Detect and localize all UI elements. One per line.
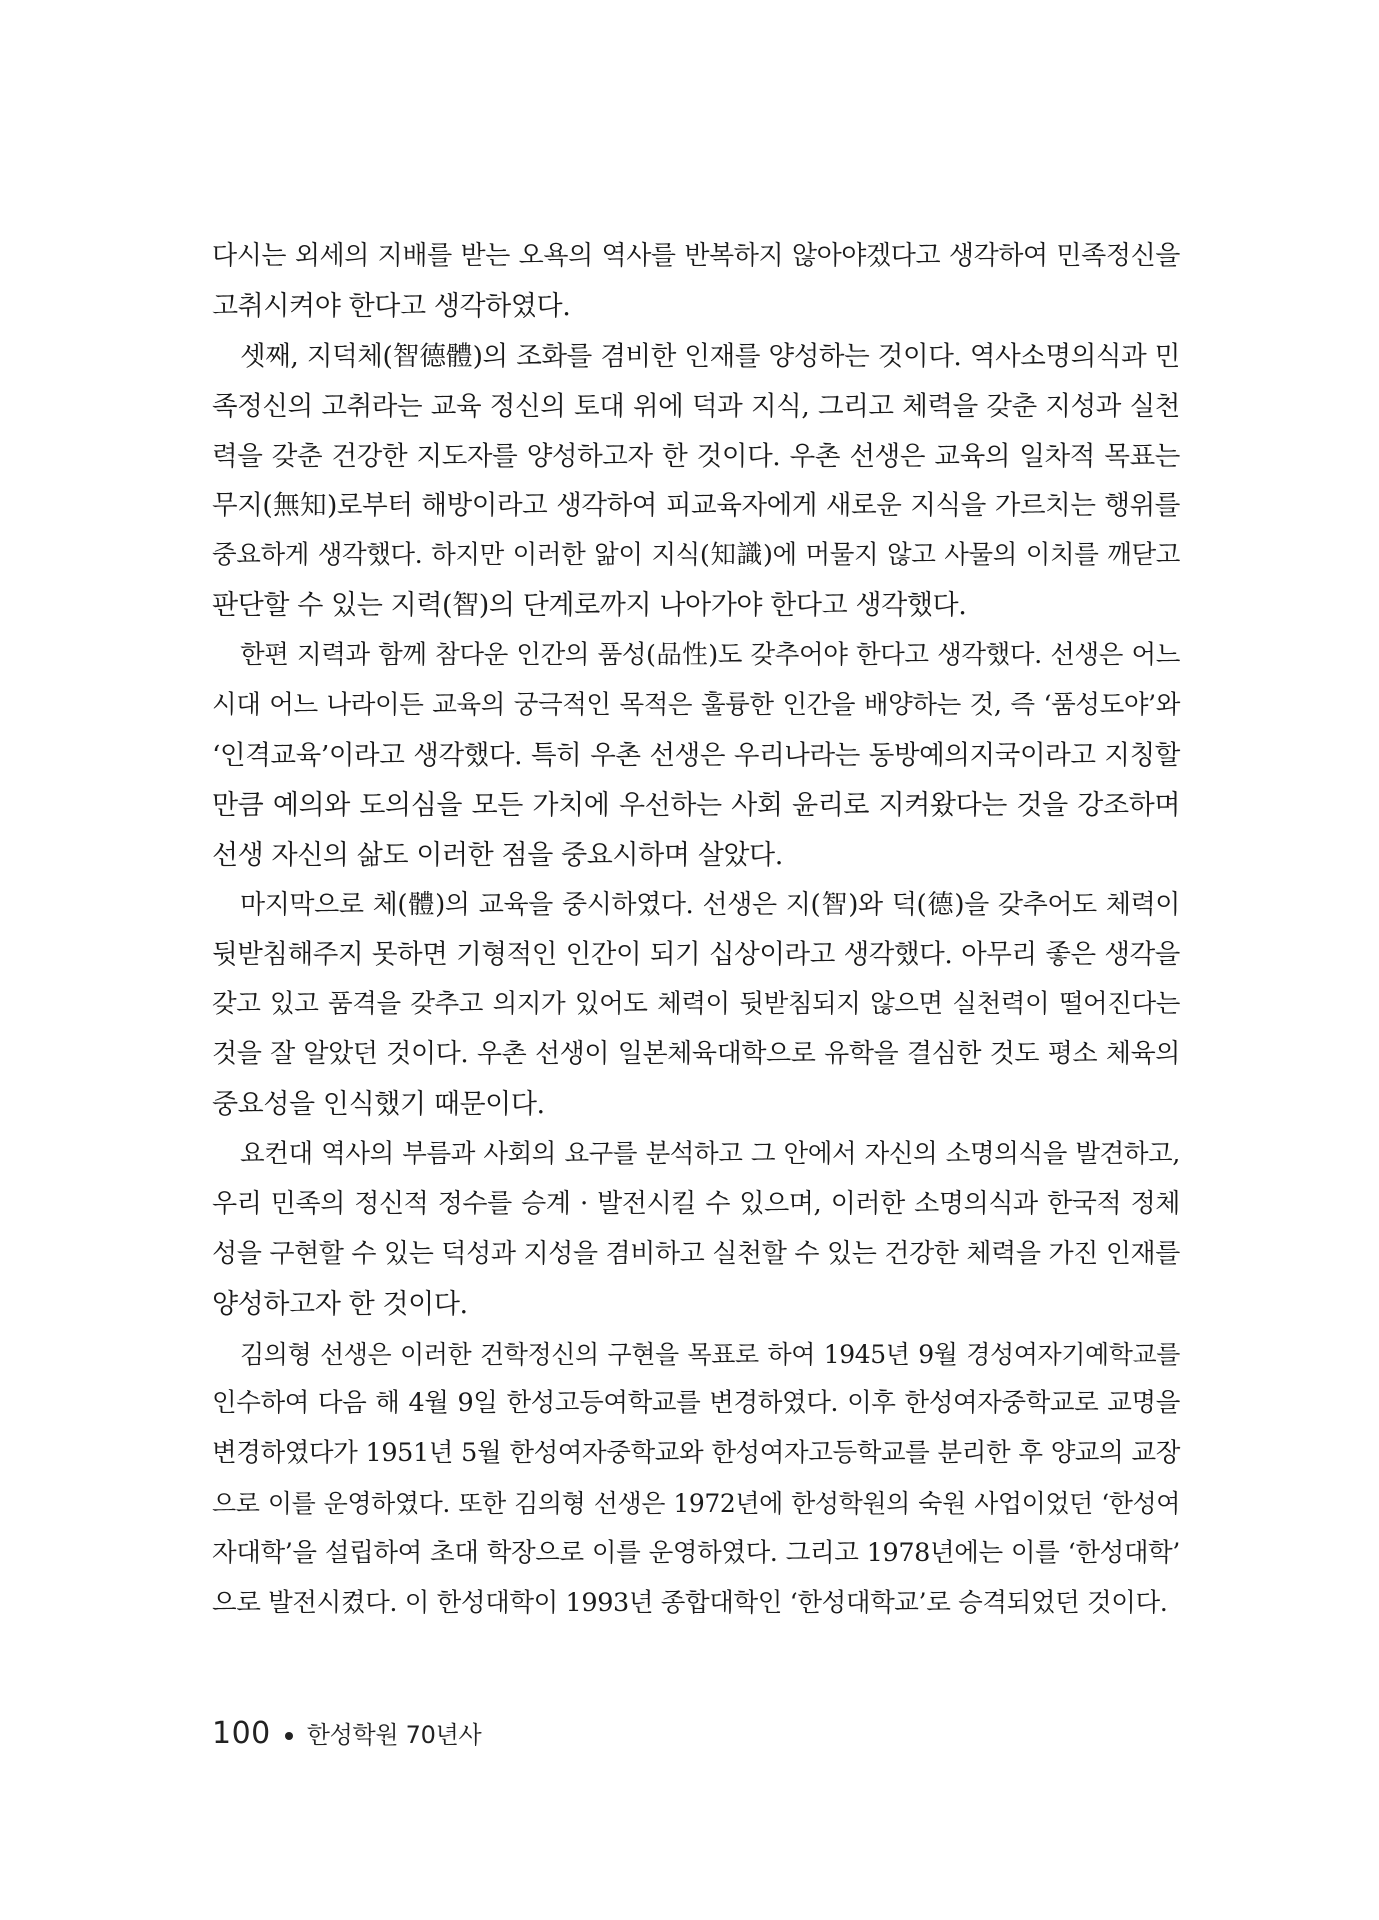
separator-dot-icon [285,1732,293,1740]
text-line: 김의형 선생은 이러한 건학정신의 구현을 목표로 하여 1945년 9월 경성여자기예학교를 [240,1339,1180,1369]
text-line: 한편 지력과 함께 참다운 인간의 품성(品性)도 갖추어야 한다고 생각했다. 선생은 어느 [240,640,1180,671]
text-line: 양성하고자 한 것이다. [212,1288,468,1320]
text-line: 시대 어느 나라이든 교육의 궁극적인 목적은 훌륭한 인간을 배양하는 것, 즉 ‘품성도야’와 [212,690,1180,721]
text-line: 족정신의 고취라는 교육 정신의 토대 위에 덕과 지식, 그리고 체력을 갖춘 지성과 실천 [212,390,1180,422]
text-line: 중요성을 인식했기 때문이다. [212,1089,545,1121]
text-line: 무지(無知)로부터 해방이라고 생각하여 피교육자에게 새로운 지식을 가르치는 행위를 [212,490,1180,522]
text-line: 갖고 있고 품격을 갖추고 의지가 있어도 체력이 뒷받침되지 않으면 실천력이 떨어진다는 [212,989,1180,1020]
text-line: 고취시켜야 한다고 생각하였다. [212,290,571,322]
text-line: 선생 자신의 삶도 이러한 점을 중요시하며 살았다. [212,839,783,871]
text-line: 마지막으로 체(體)의 교육을 중시하였다. 선생은 지(智)와 덕(德)을 갖추어도 체력이 [240,889,1180,920]
paragraph [212,1130,1180,1330]
text-line: 다시는 외세의 지배를 받는 오욕의 역사를 반복하지 않아야겠다고 생각하여 민족정신을 [212,241,1180,271]
text-line: 우리 민족의 정신적 정수를 승계 · 발전시킬 수 있으며, 이러한 소명의식과 한국적 정체 [212,1188,1180,1219]
text-line: 판단할 수 있는 지력(智)의 단계로까지 나아가야 한다고 생각했다. [212,590,967,622]
page-number: 100 [212,1716,271,1751]
book-title: 한성학원 70년사 [306,1721,482,1749]
body-text [212,232,1180,1629]
text-line: 으로 이를 운영하였다. 또한 김의형 선생은 1972년에 한성학원의 숙원 사업이었던 ‘한성여 [212,1489,1180,1519]
text-line: 성을 구현할 수 있는 덕성과 지성을 겸비하고 실천할 수 있는 건강한 체력을 가진 인재를 [212,1238,1180,1269]
paragraph [212,1330,1180,1629]
text-line: 뒷받침해주지 못하면 기형적인 인간이 되기 십상이라고 생각했다. 아무리 좋은 생각을 [212,939,1180,971]
text-line: 자대학’을 설립하여 초대 학장으로 이를 운영하였다. 그리고 1978년에는 이를 ‘한성대학’ [212,1538,1180,1569]
text-line: ‘인격교육’이라고 생각했다. 특히 우촌 선생은 우리나라는 동방예의지국이라고 지칭할 [212,739,1180,771]
text-line: 으로 발전시켰다. 이 한성대학이 1993년 종합대학인 ‘한성대학교’로 승격되었던 것이다. [212,1588,1168,1619]
text-line: 셋째, 지덕체(智德體)의 조화를 겸비한 인재를 양성하는 것이다. 역사소명의식과 민 [240,340,1180,372]
text-line: 중요하게 생각했다. 하지만 이러한 앎이 지식(知識)에 머물지 않고 사물의 이치를 깨닫고 [212,540,1180,571]
page-footer [212,1714,481,1754]
paragraph [212,332,1180,631]
text-line: 만큼 예의와 도의심을 모든 가치에 우선하는 사회 윤리로 지켜왔다는 것을 강조하며 [212,789,1180,821]
text-line: 요컨대 역사의 부름과 사회의 요구를 분석하고 그 안에서 자신의 소명의식을 발견하고, [240,1139,1180,1170]
paragraph [212,881,1180,1130]
paragraph [212,631,1180,880]
text-line: 력을 갖춘 건강한 지도자를 양성하고자 한 것이다. 우촌 선생은 교육의 일차적 목표는 [212,440,1180,472]
paragraph [212,232,1180,332]
text-line: 인수하여 다음 해 4월 9일 한성고등여학교를 변경하였다. 이후 한성여자중학교로 교명을 [212,1388,1180,1419]
text-line: 변경하였다가 1951년 5월 한성여자중학교와 한성여자고등학교를 분리한 후 양교의 교장 [212,1438,1180,1469]
text-line: 것을 잘 알았던 것이다. 우촌 선생이 일본체육대학으로 유학을 결심한 것도 평소 체육의 [212,1039,1180,1070]
